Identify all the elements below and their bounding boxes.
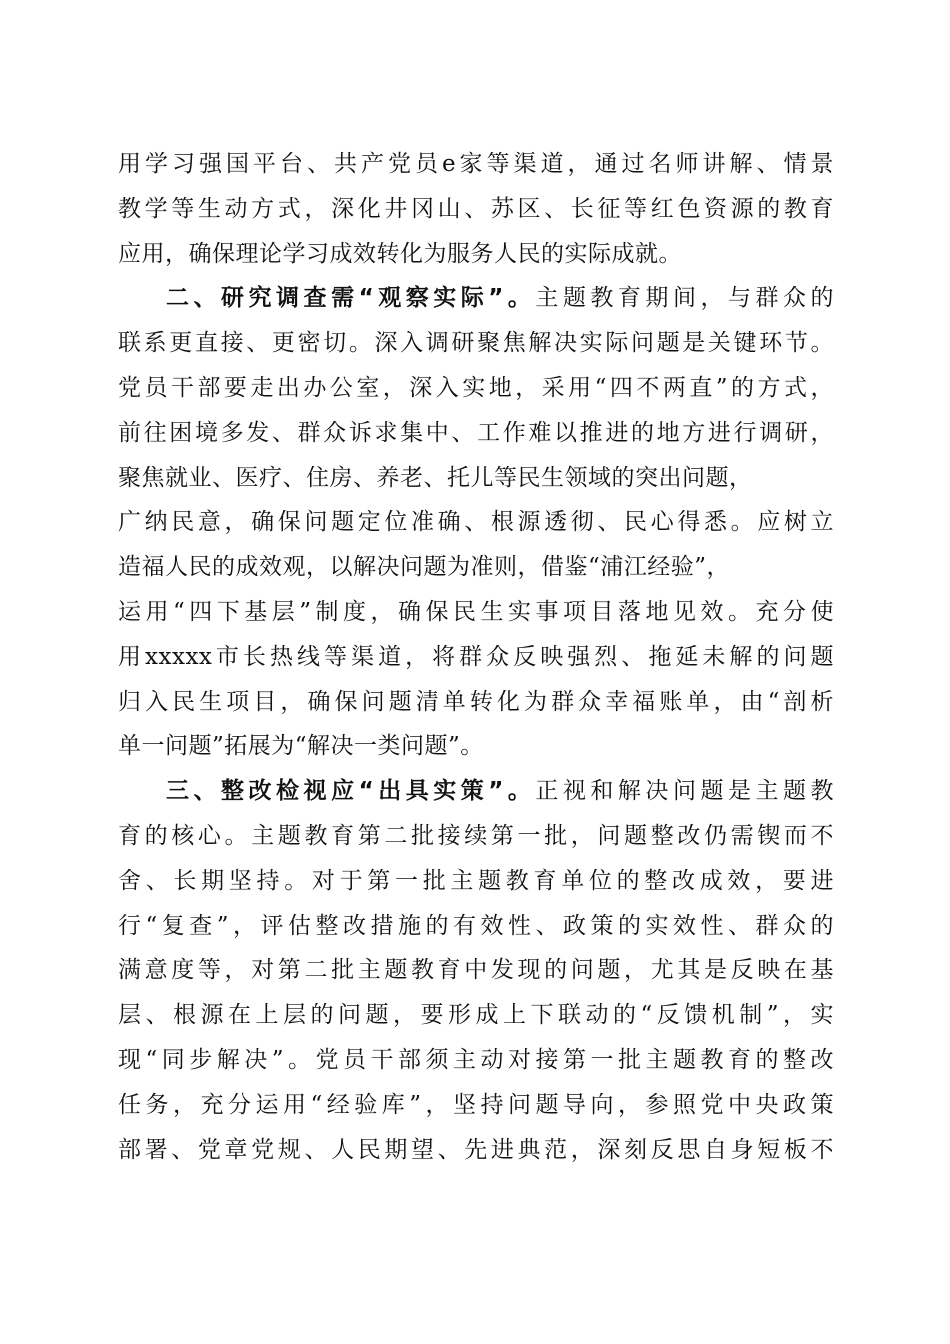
paragraph-line: 行“复查”，评估整改措施的有效性、政策的实效性、群众的	[118, 912, 834, 939]
paragraph-line: 应用，确保理论学习成效转化为服务人民的实际成就。	[118, 240, 682, 267]
paragraph-line: 前往困境多发、群众诉求集中、工作难以推进的地方进行调研，	[118, 419, 834, 446]
paragraph-line: 部署、党章党规、人民期望、先进典范，深刻反思自身短板不	[118, 1136, 834, 1163]
paragraph-line: 单一问题”拓展为“解决一类问题”。	[118, 733, 484, 760]
paragraph-line: 用学习强国平台、共产党员e家等渠道，通过名师讲解、情景	[118, 151, 834, 177]
paragraph-first-line	[118, 276, 834, 321]
paragraph-line: 教学等生动方式，深化井冈山、苏区、长征等红色资源的教育	[118, 195, 834, 222]
paragraph-line: 归入民生项目，确保问题清单转化为群众幸福账单，由“剖析	[118, 688, 834, 715]
paragraph-line: 用xxxxx市长热线等渠道，将群众反映强烈、拖延未解的问题	[118, 643, 834, 670]
paragraph-text: 主题教育期间，与群众的	[535, 285, 834, 312]
paragraph-line: 育的核心。主题教育第二批接续第一批，问题整改仍需锲而不	[118, 822, 834, 849]
paragraph-line: 广纳民意，确保问题定位准确、根源透彻、民心得悉。应树立	[118, 509, 834, 536]
paragraph-line: 现“同步解决”。党员干部须主动对接第一批主题教育的整改	[118, 1046, 834, 1073]
paragraph-line: 造福人民的成效观，以解决问题为准则，借鉴“浦江经验”，	[118, 554, 731, 581]
paragraph-first-line	[118, 769, 834, 814]
paragraph-line: 聚焦就业、医疗、住房、养老、托儿等民生领域的突出问题，	[118, 464, 753, 491]
paragraph-1	[118, 142, 834, 276]
paragraph-line: 舍、长期坚持。对于第一批主题教育单位的整改成效，要进	[118, 867, 834, 894]
paragraph-line: 联系更直接、更密切。深入调研聚焦解决实际问题是关键环节。	[118, 330, 834, 357]
paragraph-line: 任务，充分运用“经验库”，坚持问题导向，参照党中央政策	[118, 1091, 834, 1118]
paragraph-2	[118, 276, 834, 769]
paragraph-text: 正视和解决问题是主题教	[535, 778, 834, 805]
section-heading-3: 三、整改检视应“出具实策”。	[166, 778, 536, 805]
paragraph-line: 运用“四下基层”制度，确保民生实事项目落地见效。充分使	[118, 598, 834, 625]
document-body	[118, 142, 834, 1172]
paragraph-line: 满意度等，对第二批主题教育中发现的问题，尤其是反映在基	[118, 957, 834, 984]
paragraph-line: 层、根源在上层的问题，要形成上下联动的“反馈机制”，实	[118, 1002, 834, 1029]
paragraph-line: 党员干部要走出办公室，深入实地，采用“四不两直”的方式，	[118, 374, 834, 401]
section-heading-2: 二、研究调查需“观察实际”。	[166, 285, 536, 312]
paragraph-3	[118, 769, 834, 1172]
